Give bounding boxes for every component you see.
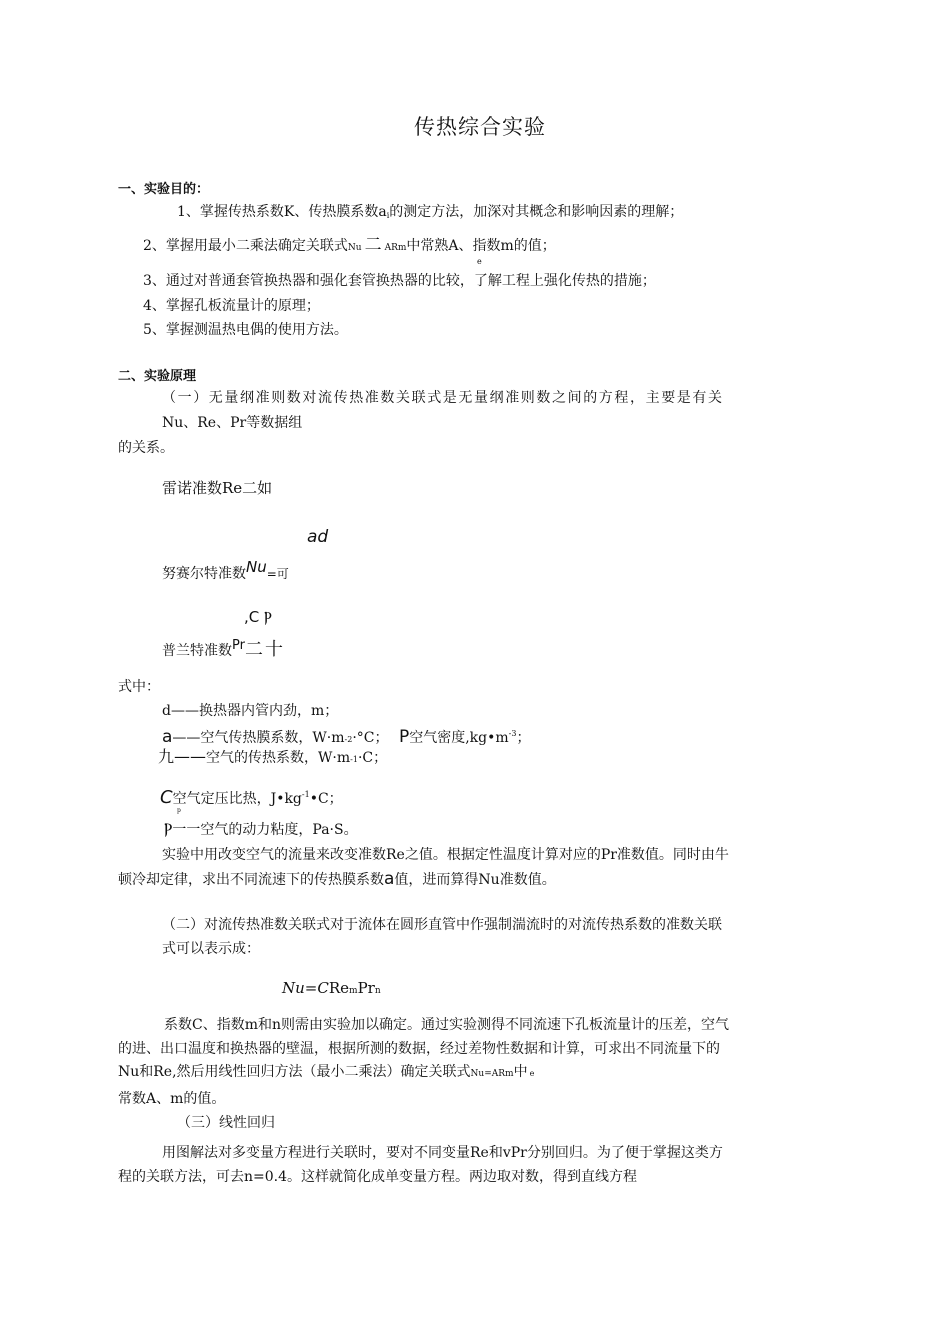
para-2-line-1: 实验中用改变空气的流量来改变准数Re之值。根据定性温度计算对应的Pr准数值。同时由牛 [162, 847, 729, 863]
objective-2 [143, 236, 556, 257]
def-d: d——换热器内管内劲，m； [162, 703, 339, 719]
objective-1-subscript: i [386, 211, 390, 220]
formula-n: n [374, 986, 381, 996]
def-cp-text: 空气定压比热，J•kg [172, 791, 302, 807]
objective-2-formula-eq: 二 [364, 235, 382, 255]
def-alpha-text: ——空气传热膜系数，W·m [172, 730, 345, 746]
cp-subscript: p [177, 807, 181, 814]
objective-1-text-a: 1、掌握传热系数K、传热膜系数a [177, 204, 387, 220]
prandtl-numerator: ,C Ⲣ [244, 608, 272, 626]
objective-1-text-b: 的测定方法，加深对其概念和影响因素的理解； [389, 204, 684, 220]
objective-3: 3、通过对普通套管换热器和强化套管换热器的比较，了解工程上强化传热的措施； [143, 273, 656, 289]
para-1-line-2: Nu、Re、Pr等数据组 [162, 415, 303, 431]
para-3-line-2: 式可以表示成： [162, 941, 260, 957]
prandtl-label: 普兰特准数 [162, 643, 232, 659]
reynolds-number: 雷诺准数Re二如 [162, 479, 273, 497]
para-4-formula: Nu=ARm [470, 1069, 514, 1079]
def-rho-text: 空气密度,kg•m [409, 730, 509, 746]
formula-eq: = [304, 979, 318, 997]
para-1-line-3: 的关系。 [118, 440, 174, 456]
para-4-line-4: 常数A、m的值。 [118, 1091, 226, 1107]
def-cp [160, 786, 343, 808]
objective-2-formula-arm: ARm [384, 243, 407, 253]
nusselt-label: 努赛尔特准数 [162, 566, 246, 582]
def-alpha-exp: -2 [344, 735, 353, 744]
prandtl-symbol: Pr [232, 638, 245, 653]
formula-c: C [317, 979, 329, 997]
section-1-heading: 一、实验目的： [118, 182, 210, 197]
def-lambda-text: 空气的传热系数，W·m [206, 750, 351, 766]
alpha-symbol: a [162, 727, 173, 747]
para-2-alpha: a [384, 869, 395, 889]
mu-symbol: Ⲣ [164, 819, 173, 838]
para-4-text-b: 中 [513, 1064, 528, 1080]
prandtl-number [162, 637, 285, 660]
objective-2-formula-e: e [477, 257, 482, 266]
objective-2-text-a: 2、掌握用最小二乘法确定关联式 [143, 238, 348, 254]
objective-2-text-b: 中常熟A、指数m的值； [406, 238, 556, 254]
def-cp-text2: •C； [309, 791, 343, 807]
def-alpha [162, 725, 530, 749]
para-5-line-2: 程的关联方法，可去n=0.4。这样就简化成单变量方程。两边取对数，得到直线方程 [118, 1169, 638, 1185]
where-label: 式中： [118, 679, 160, 695]
linear-regression-heading: （三）线性回归 [177, 1115, 275, 1131]
def-rho-end: ； [516, 730, 531, 746]
nusselt-number [162, 558, 289, 583]
formula-nu: Nu [282, 979, 305, 997]
correlation-formula [282, 979, 381, 1000]
para-3-line-1: （二）对流传热准数关联式对于流体在圆形直管中作强制湍流时的对流传热系数的准数关联 [162, 917, 722, 933]
objective-1 [177, 203, 683, 225]
def-alpha-text2: ·°C； [352, 730, 389, 746]
nusselt-symbol: Nu [246, 558, 267, 576]
def-lambda [158, 748, 387, 769]
objective-5: 5、掌握测温热电偶的使用方法。 [143, 322, 348, 338]
para-5-line-1: 用图解法对多变量方程进行关联时，要对不同变量Re和vPr分别回归。为了便于掌握这类方 [162, 1145, 723, 1161]
objective-4: 4、掌握孔板流量计的原理； [143, 298, 320, 314]
def-lambda-exp: -1 [350, 755, 358, 764]
formula-re: Re [328, 979, 350, 997]
para-4-text-a: Nu和Re,然后用线性回归方法（最小二乘法）确定关联式 [118, 1064, 471, 1080]
formula-pr: Pr [357, 979, 375, 997]
para-4-line-1: 系数C、指数m和n则需由实验加以确定。通过实验测得不同流速下孔板流量计的压差，空气 [164, 1017, 730, 1033]
para-2-text-b: 值，进而算得Nu准数值。 [394, 872, 556, 888]
def-mu-text: 一一空气的动力粘度，Pa·S。 [172, 822, 358, 838]
def-lambda-text2: ·C； [357, 750, 388, 766]
def-mu [164, 820, 358, 839]
para-1-line-1: （一）无量纲准则数对流传热准数关联式是无量纲准则数之间的方程，主要是有关 [162, 390, 724, 406]
para-2-line-2 [118, 870, 556, 889]
para-4-e: e [529, 1069, 535, 1078]
lambda-symbol: 九—— [158, 747, 207, 766]
nusselt-eq: =可 [266, 567, 289, 581]
prandtl-eq: 二十 [244, 639, 285, 660]
page-title: 传热综合实验 [414, 115, 546, 139]
nusselt-numerator: ad [307, 527, 329, 547]
para-4-line-2: 的进、出口温度和换热器的壁温，根据所测的数据，经过差物性数据和计算，可求出不同流量下的 [118, 1041, 720, 1057]
para-4-line-3 [118, 1063, 534, 1083]
objective-2-formula-nu: Nu [347, 243, 362, 253]
def-rho-exp: -3 [508, 729, 517, 738]
cp-symbol: C [160, 787, 173, 808]
def-cp-exp: -1 [301, 790, 310, 799]
section-2-heading: 二、实验原理 [118, 369, 197, 384]
formula-m: m [349, 986, 358, 996]
para-2-text-a: 顿冷却定律，求出不同流速下的传热膜系数 [118, 872, 384, 888]
rho-symbol: P [398, 727, 410, 747]
